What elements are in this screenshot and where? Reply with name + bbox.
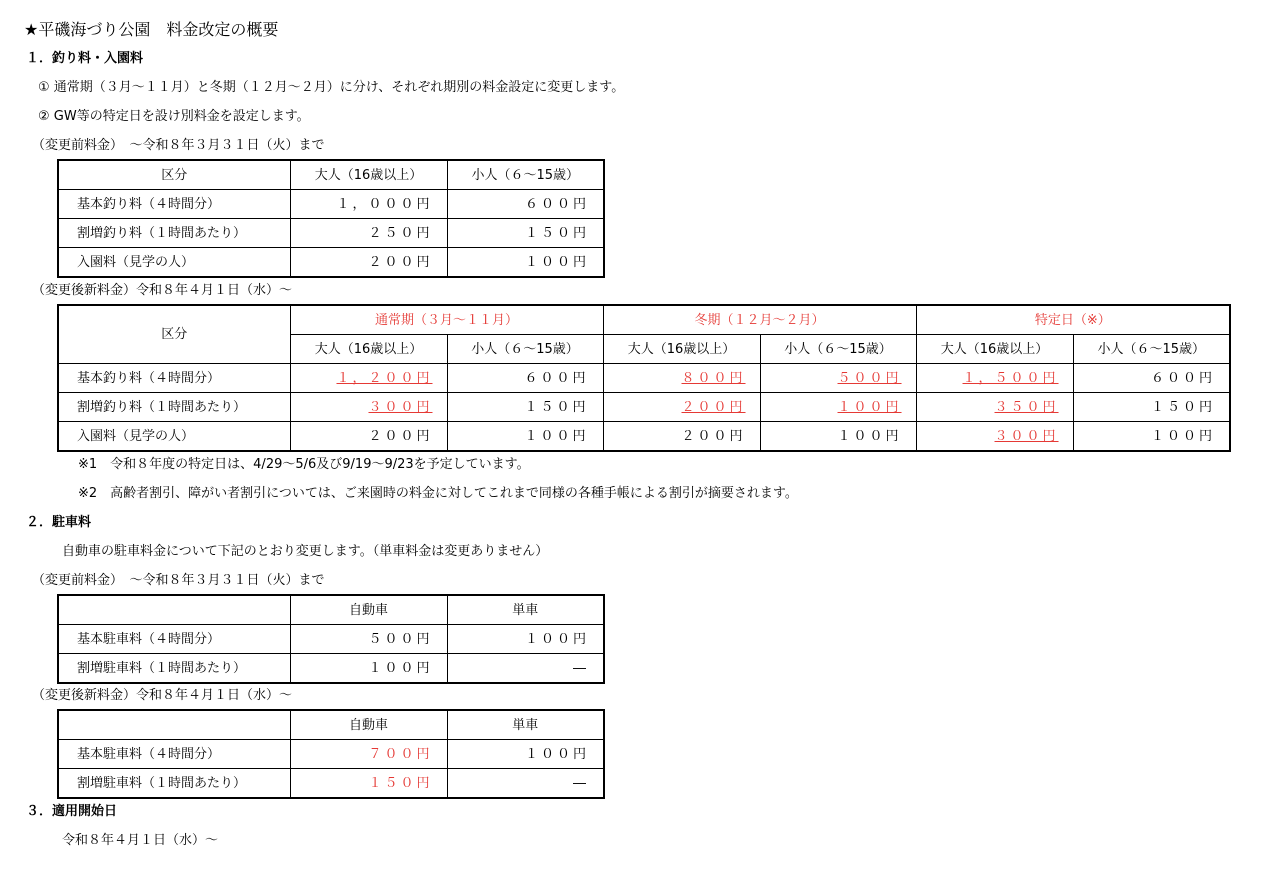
changed-price: ８００円	[603, 364, 760, 393]
row-label: 基本釣り料（４時間分）	[58, 190, 290, 219]
header-child: 小人（６～15歳）	[1073, 335, 1230, 364]
row-label: 割増駐車料（１時間あたり）	[58, 769, 290, 799]
table-header-row	[58, 595, 604, 625]
table-row	[58, 393, 1230, 422]
header-adult: 大人（16歳以上）	[916, 335, 1073, 364]
changed-price: ２００円	[603, 393, 760, 422]
header-category: 区分	[58, 305, 290, 364]
header-blank	[58, 710, 290, 740]
bike-price: １００円	[447, 625, 604, 654]
bike-price: ―	[447, 769, 604, 799]
footnote-2: ※2 高齢者割引、障がい者割引については、ご来園時の料金に対してこれまで同様の各種手帳による割引が摘要されます。	[78, 486, 798, 501]
car-price: １００円	[290, 654, 447, 684]
fees-after-table	[57, 304, 1231, 452]
table-row	[58, 625, 604, 654]
price: １００円	[1073, 422, 1230, 452]
parking-after-table	[57, 709, 605, 799]
table-header-row	[58, 710, 604, 740]
child-price: ６００円	[447, 190, 604, 219]
adult-price: ２００円	[290, 248, 447, 278]
table-row	[58, 190, 604, 219]
price: １００円	[447, 422, 603, 452]
section3-heading: ３．適用開始日	[26, 804, 118, 819]
child-price: １００円	[447, 248, 604, 278]
header-blank	[58, 595, 290, 625]
changed-price: １，５００円	[916, 364, 1073, 393]
table-row	[58, 422, 1230, 452]
changed-price: ５００円	[760, 364, 916, 393]
fees-before-table	[57, 159, 605, 278]
header-car: 自動車	[290, 710, 447, 740]
fees-before-label: （変更前料金） ～令和８年３月３１日（火）まで	[32, 138, 325, 153]
section2-note: 自動車の駐車料金について下記のとおり変更します。（単車料金は変更ありません）	[62, 544, 549, 559]
header-category: 区分	[58, 160, 290, 190]
header-normal-period: 通常期（３月～１１月）	[290, 305, 603, 335]
table-header-row	[58, 160, 604, 190]
header-special-days: 特定日（※）	[916, 305, 1230, 335]
child-price: １５０円	[447, 219, 604, 248]
price: １５０円	[447, 393, 603, 422]
parking-before-table	[57, 594, 605, 684]
header-adult: 大人（16歳以上）	[603, 335, 760, 364]
header-child: 小人（６～15歳）	[760, 335, 916, 364]
header-adult: 大人（16歳以上）	[290, 160, 447, 190]
row-label: 割増釣り料（１時間あたり）	[58, 393, 290, 422]
header-motorbike: 単車	[447, 710, 604, 740]
changed-price: １，２００円	[290, 364, 447, 393]
price: １００円	[760, 422, 916, 452]
period-header-row	[58, 305, 1230, 335]
price: １５０円	[1073, 393, 1230, 422]
header-winter-period: 冬期（１２月～２月）	[603, 305, 916, 335]
price: ６００円	[1073, 364, 1230, 393]
footnote-1: ※1 令和８年度の特定日は、4/29～5/6及び9/19～9/23を予定しています。	[78, 457, 530, 472]
header-motorbike: 単車	[447, 595, 604, 625]
header-child: 小人（６～15歳）	[447, 335, 603, 364]
bike-price: ―	[447, 654, 604, 684]
row-label: 入園料（見学の人）	[58, 422, 290, 452]
table-row	[58, 769, 604, 799]
section1-heading: １．釣り料・入園料	[26, 51, 144, 66]
changed-price: １５０円	[290, 769, 447, 799]
changed-price: ３００円	[916, 422, 1073, 452]
row-label: 基本駐車料（４時間分）	[58, 625, 290, 654]
section1-note-2: ② GW等の特定日を設け別料金を設定します。	[38, 109, 310, 124]
header-child: 小人（６～15歳）	[447, 160, 604, 190]
row-label: 基本駐車料（４時間分）	[58, 740, 290, 769]
adult-price: ２５０円	[290, 219, 447, 248]
row-label: 基本釣り料（４時間分）	[58, 364, 290, 393]
parking-after-label: （変更後新料金）令和８年４月１日（水）～	[32, 688, 293, 703]
fees-after-label: （変更後新料金）令和８年４月１日（水）～	[32, 283, 293, 298]
changed-price: ７００円	[290, 740, 447, 769]
table-row	[58, 654, 604, 684]
table-row	[58, 219, 604, 248]
price: ２００円	[603, 422, 760, 452]
price: ６００円	[447, 364, 603, 393]
bike-price: １００円	[447, 740, 604, 769]
table-row	[58, 740, 604, 769]
changed-price: ３５０円	[916, 393, 1073, 422]
price: ２００円	[290, 422, 447, 452]
parking-before-label: （変更前料金） ～令和８年３月３１日（火）まで	[32, 573, 325, 588]
section2-heading: ２．駐車料	[26, 515, 92, 530]
section1-note-1: ① 通常期（３月～１１月）と冬期（１２月～２月）に分け、それぞれ期別の料金設定に変更します。	[38, 80, 625, 95]
table-row	[58, 364, 1230, 393]
header-adult: 大人（16歳以上）	[290, 335, 447, 364]
car-price: ５００円	[290, 625, 447, 654]
row-label: 割増駐車料（１時間あたり）	[58, 654, 290, 684]
changed-price: ３００円	[290, 393, 447, 422]
table-row	[58, 248, 604, 278]
row-label: 割増釣り料（１時間あたり）	[58, 219, 290, 248]
row-label: 入園料（見学の人）	[58, 248, 290, 278]
adult-price: １，０００円	[290, 190, 447, 219]
page-title: ★平磯海づり公園 料金改定の概要	[24, 20, 279, 39]
start-date: 令和８年４月１日（水）～	[62, 833, 219, 848]
changed-price: １００円	[760, 393, 916, 422]
header-car: 自動車	[290, 595, 447, 625]
